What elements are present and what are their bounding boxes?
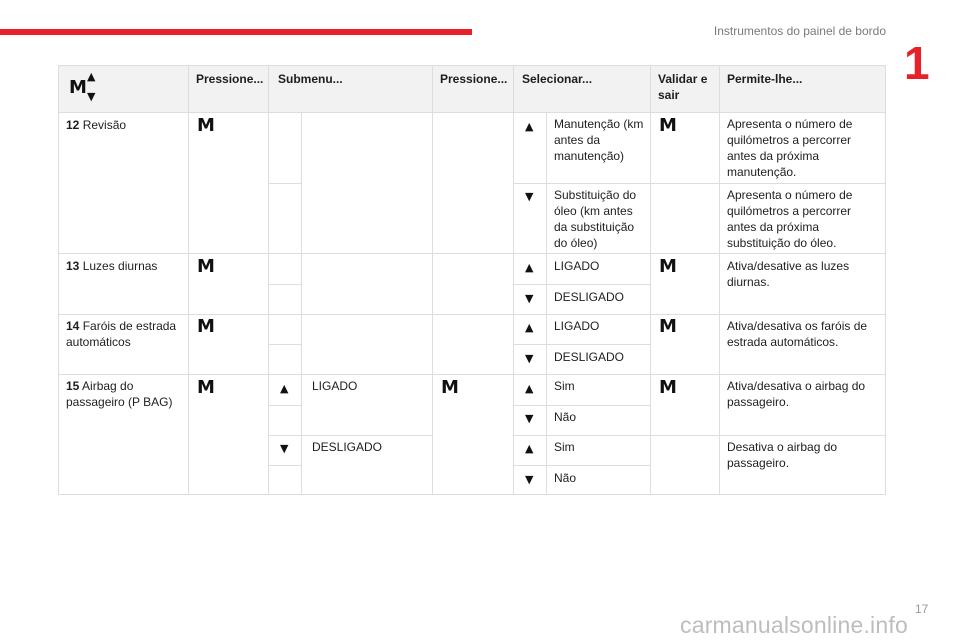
chapter-number: 1 [904, 37, 930, 89]
sub-separator [268, 284, 301, 285]
row-separator [58, 112, 886, 113]
sub-separator [513, 344, 650, 345]
description-airbag-disable: Desativa o airbag do passageiro. [727, 440, 838, 470]
table-border [58, 65, 59, 495]
table-border [885, 65, 886, 495]
arrow-down-icon: ▼ [525, 412, 534, 425]
m-key-icon: M [69, 77, 87, 98]
table-border [58, 65, 886, 66]
page-number: 17 [915, 602, 929, 616]
sub-separator [268, 405, 301, 406]
sub-separator [513, 435, 886, 436]
sub-separator [268, 183, 301, 184]
option-no: Não [554, 410, 577, 424]
description-maintenance: Apresenta o número de quilómetros a percorrer antes da próxima manutenção. [727, 117, 853, 179]
column-line [546, 112, 547, 495]
row-label-auto-high-beam: 14 Faróis de estrada automáticos [66, 319, 177, 349]
header-accent-bar [0, 29, 472, 35]
column-header-press-2: Pressione... [440, 72, 508, 86]
m-key-icon: M [441, 377, 459, 398]
column-header-validate: Validar e sair [658, 72, 708, 102]
option-yes: Sim [554, 440, 575, 454]
arrow-down-icon: ▼ [87, 90, 96, 103]
column-header-allows: Permite-lhe... [727, 72, 803, 86]
column-line [719, 65, 720, 495]
watermark-text: carmanualsonline.info [680, 612, 908, 638]
sub-separator [513, 465, 650, 466]
m-key-icon: M [659, 115, 677, 136]
submenu-off: DESLIGADO [312, 440, 383, 454]
description-oil-change: Apresenta o número de quilómetros a percorrer antes da próxima substituição do óleo. [727, 188, 853, 250]
column-line [513, 65, 514, 495]
sub-separator [268, 435, 432, 436]
arrow-down-icon: ▼ [525, 473, 534, 486]
option-no: Não [554, 471, 577, 485]
row-separator [58, 314, 886, 315]
table-border [58, 494, 886, 495]
m-key-icon: M [197, 115, 215, 136]
sub-separator [268, 465, 301, 466]
arrow-down-icon: ▼ [525, 352, 534, 365]
column-line [650, 65, 651, 495]
option-maintenance-km: Manutenção (km antes da manutenção) [554, 117, 644, 163]
column-header-press: Pressione... [196, 72, 264, 86]
arrow-down-icon: ▼ [525, 292, 534, 305]
row-label-daytime-lights: 13 Luzes diurnas [66, 259, 158, 273]
option-oil-change-km: Substituição do óleo (km antes da substituição do óleo) [554, 188, 637, 250]
arrow-up-icon: ▲ [87, 70, 96, 83]
sub-separator [513, 284, 650, 285]
column-line [301, 112, 302, 495]
column-header-select: Selecionar... [522, 72, 593, 86]
option-on: LIGADO [554, 319, 600, 333]
page-header-title: Instrumentos do painel de bordo [713, 24, 886, 38]
m-key-icon: M [197, 316, 215, 337]
row-separator [58, 253, 886, 254]
m-key-icon: M [659, 256, 677, 277]
arrow-up-icon: ▲ [525, 382, 534, 395]
row-separator [58, 374, 886, 375]
description-airbag-toggle: Ativa/desativa o airbag do passageiro. [727, 379, 866, 409]
row-label-maintenance: 12 Revisão [66, 118, 127, 132]
column-line [268, 65, 269, 495]
description-daytime-lights: Ativa/desative as luzes diurnas. [727, 259, 850, 289]
option-off: DESLIGADO [554, 290, 625, 304]
row-label-passenger-airbag: 15 Airbag do passageiro (P BAG) [66, 379, 173, 409]
arrow-up-icon: ▲ [525, 120, 534, 133]
m-key-icon: M [197, 377, 215, 398]
m-key-icon: M [197, 256, 215, 277]
m-key-icon: M [659, 316, 677, 337]
submenu-on: LIGADO [312, 379, 358, 393]
sub-separator [513, 405, 650, 406]
arrow-up-icon: ▲ [525, 442, 534, 455]
column-header-submenu: Submenu... [278, 72, 343, 86]
option-yes: Sim [554, 379, 575, 393]
sub-separator [513, 183, 886, 184]
arrow-up-icon: ▲ [525, 321, 534, 334]
arrow-up-icon: ▲ [280, 382, 289, 395]
arrow-up-icon: ▲ [525, 261, 534, 274]
column-line [188, 65, 189, 495]
column-line [432, 65, 433, 495]
m-key-icon: M [659, 377, 677, 398]
option-off: DESLIGADO [554, 350, 625, 364]
sub-separator [268, 344, 301, 345]
option-on: LIGADO [554, 259, 600, 273]
description-auto-high-beam: Ativa/desativa os faróis de estrada automáticos. [727, 319, 868, 349]
arrow-down-icon: ▼ [525, 190, 534, 203]
arrow-down-icon: ▼ [280, 442, 289, 455]
